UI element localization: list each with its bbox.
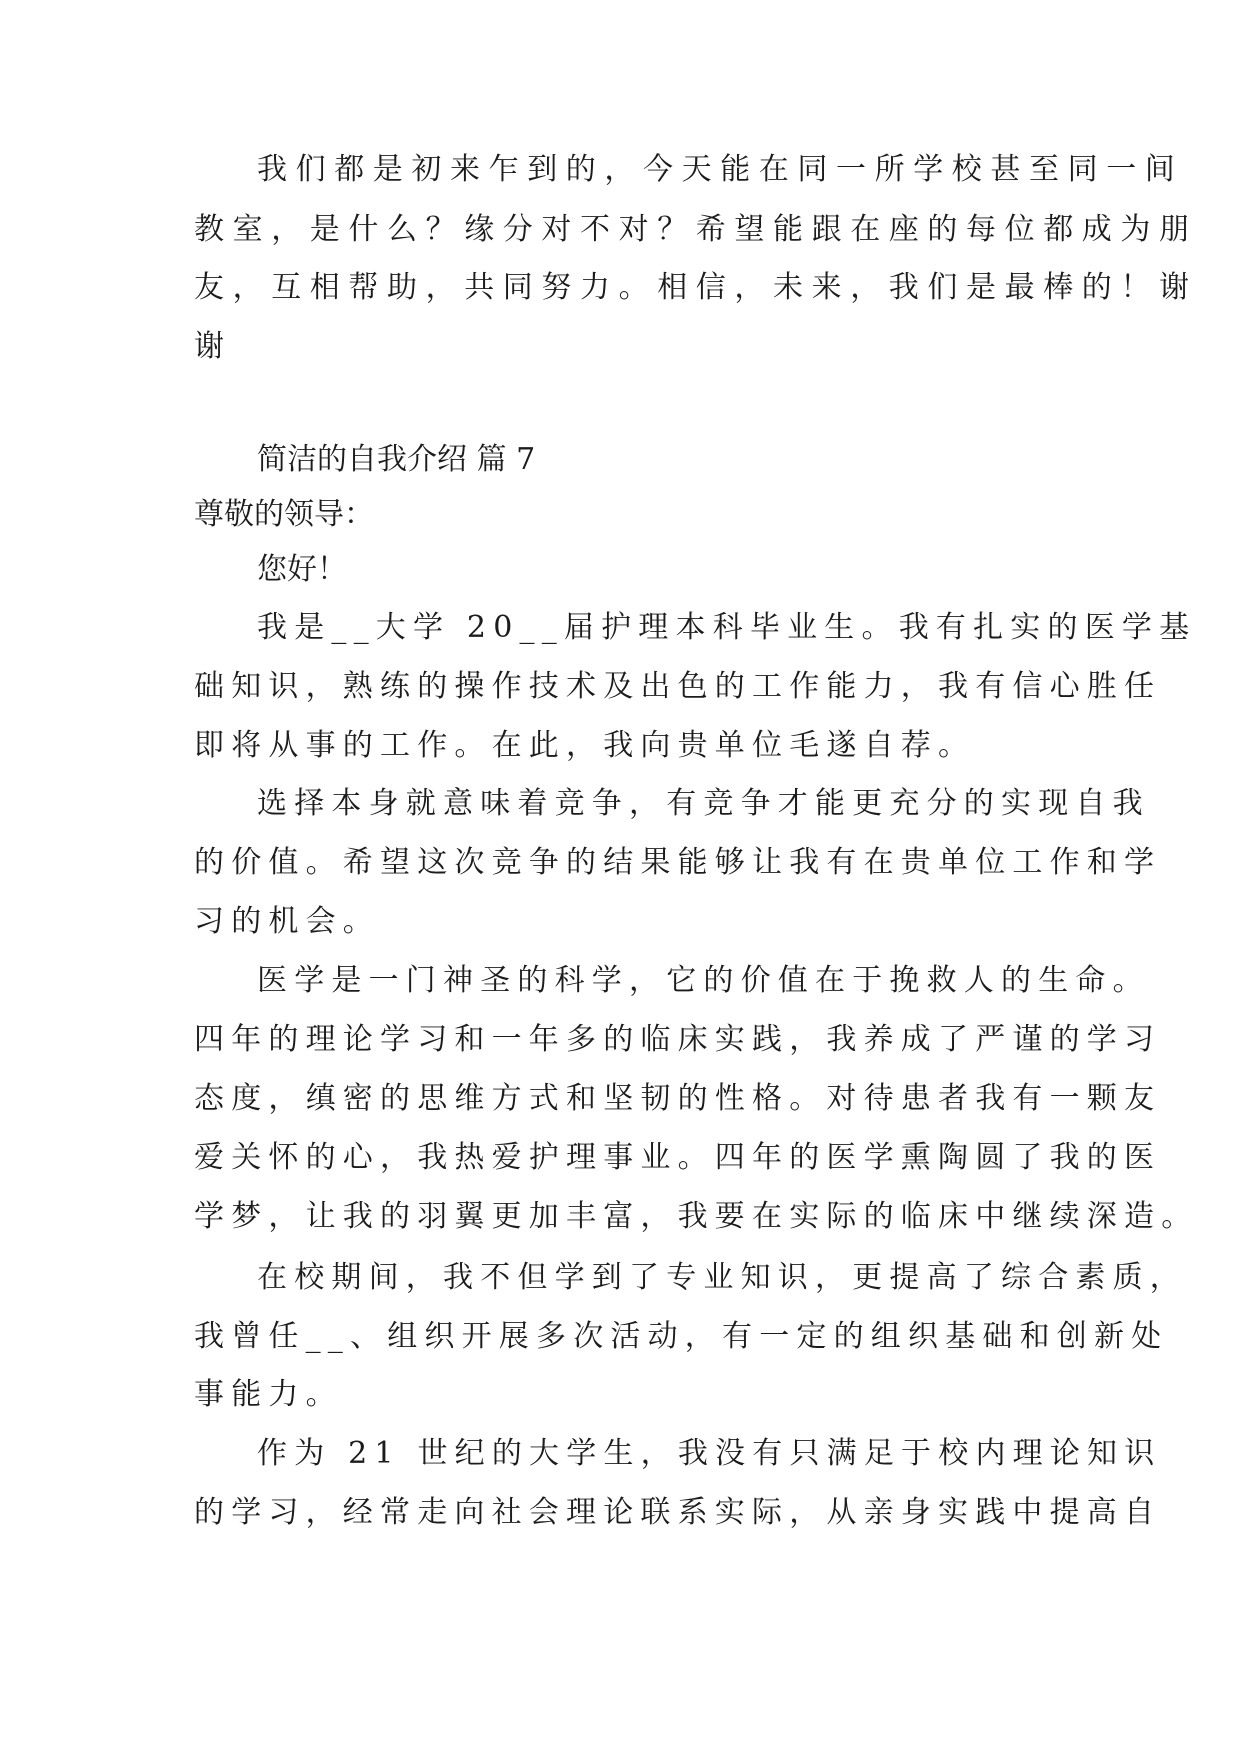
paragraph-line: 教室，是什么？缘分对不对？希望能跟在座的每位都成为朋 xyxy=(194,212,1198,247)
paragraph-line: 的学习，经常走向社会理论联系实际，从亲身实践中提高自 xyxy=(194,1495,1162,1530)
paragraph-line: 的价值。希望这次竞争的结果能够让我有在贵单位工作和学 xyxy=(194,845,1162,880)
greeting-line: 您好！ xyxy=(257,552,347,587)
paragraph-line: 习的机会。 xyxy=(194,904,380,939)
paragraph-line: 谢 xyxy=(194,329,224,364)
paragraph-line: 爱关怀的心，我热爱护理事业。四年的医学熏陶圆了我的医 xyxy=(194,1140,1162,1175)
paragraph-line: 我们都是初来乍到的，今天能在同一所学校甚至同一间 xyxy=(257,152,1184,187)
paragraph-line: 事能力。 xyxy=(194,1377,343,1412)
paragraph-line: 选择本身就意味着竞争，有竞争才能更充分的实现自我 xyxy=(257,786,1150,821)
section-heading: 简洁的自我介绍 篇 7 xyxy=(257,442,536,477)
paragraph-line: 我是__大学 20__届护理本科毕业生。我有扎实的医学基 xyxy=(257,610,1197,645)
paragraph-line: 医学是一门神圣的科学，它的价值在于挽救人的生命。 xyxy=(257,963,1150,998)
paragraph-line: 础知识，熟练的操作技术及出色的工作能力，我有信心胜任 xyxy=(194,669,1162,704)
paragraph-line: 友，互相帮助，共同努力。相信，未来，我们是最棒的！谢 xyxy=(194,270,1198,305)
paragraph-line: 即将从事的工作。在此，我向贵单位毛遂自荐。 xyxy=(194,728,976,763)
paragraph-line: 四年的理论学习和一年多的临床实践，我养成了严谨的学习 xyxy=(194,1022,1162,1057)
paragraph-line: 态度，缜密的思维方式和坚韧的性格。对待患者我有一颗友 xyxy=(194,1081,1162,1116)
paragraph-line: 我曾任__、组织开展多次活动，有一定的组织基础和创新处 xyxy=(194,1319,1169,1354)
salutation: 尊敬的领导： xyxy=(194,497,374,532)
paragraph-line: 作为 21 世纪的大学生，我没有只满足于校内理论知识 xyxy=(257,1436,1162,1471)
paragraph-line: 学梦，让我的羽翼更加丰富，我要在实际的临床中继续深造。 xyxy=(194,1199,1199,1234)
paragraph-line: 在校期间，我不但学到了专业知识，更提高了综合素质， xyxy=(257,1260,1187,1295)
